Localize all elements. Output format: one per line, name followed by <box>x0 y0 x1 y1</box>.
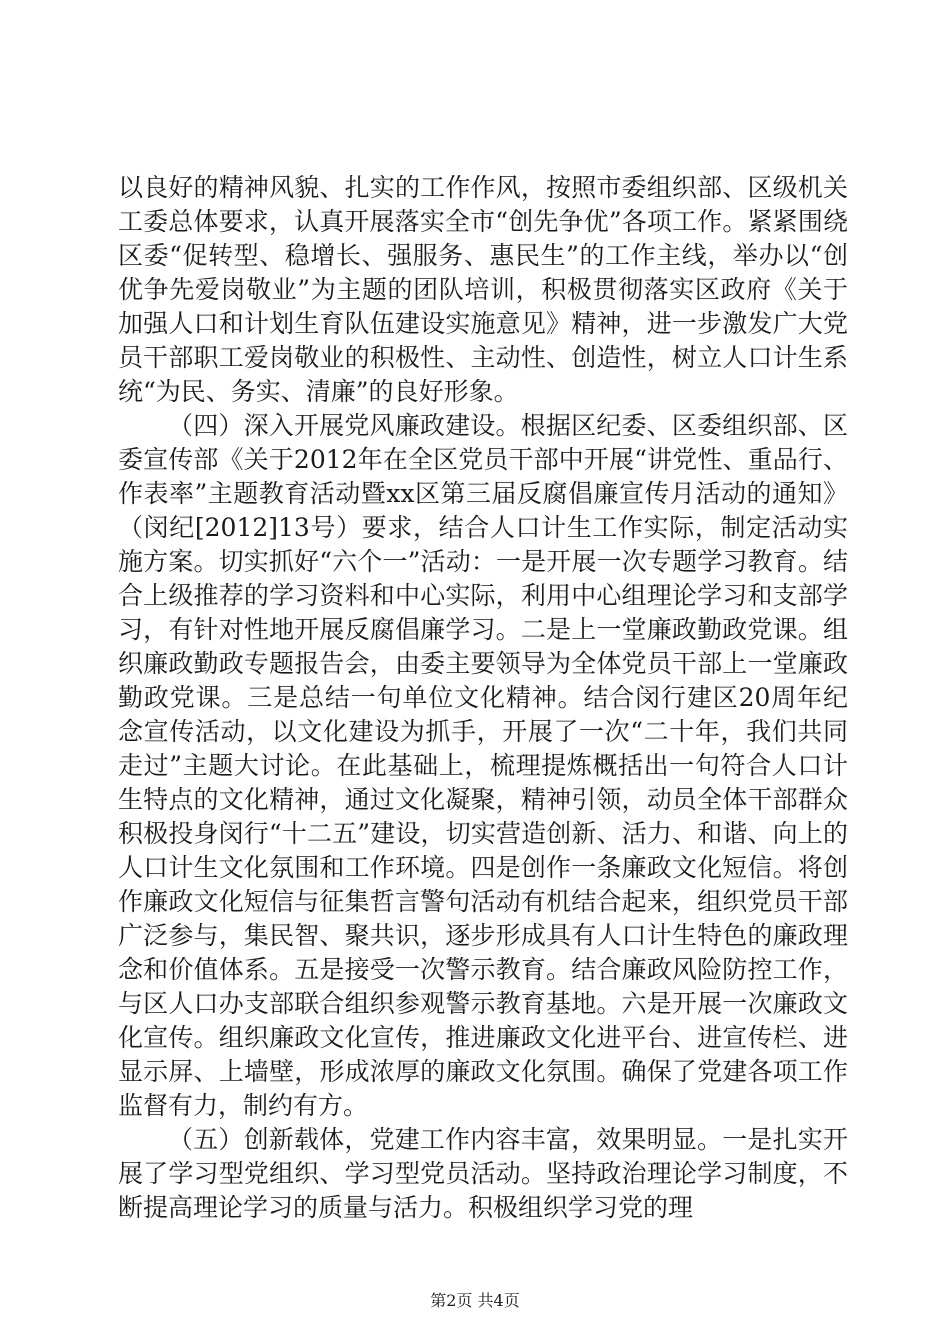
paragraph-continuation: 以良好的精神风貌、扎实的工作作风，按照市委组织部、区级机关工委总体要求，认真开展落实全市“创先争优”各项工作。紧紧围绕区委“促转型、稳增长、强服务、惠民生”的工作主线，举办以“创优争先爱岗敬业”为主题的团队培训，积极贯彻落实区政府《关于加强人口和计划生育队伍建设实施意见》精神，进一步激发广大党员干部职工爱岗敬业的积极性、主动性、创造性，树立人口计生系统“为民、务实、清廉”的良好形象。 <box>118 173 848 406</box>
document-body <box>118 171 848 1225</box>
paragraph-section-4: （四）深入开展党风廉政建设。根据区纪委、区委组织部、区委宣传部《关于2012年在全区党员干部中开展“讲党性、重品行、作表率”主题教育活动暨xx区第三届反腐倡廉宣传月活动的通知》（闵纪[2012]13号）要求，结合人口计生工作实际，制定活动实施方案。切实抓好“六个一”活动：一是开展一次专题学习教育。结合上级推荐的学习资料和中心实际，利用中心组理论学习和支部学习，有针对性地开展反腐倡廉学习。二是上一堂廉政勤政党课。组织廉政勤政专题报告会，由委主要领导为全体党员干部上一堂廉政勤政党课。三是总结一句单位文化精神。结合闵行建区20周年纪念宣传活动，以文化建设为抓手，开展了一次“二十年，我们共同走过”主题大讨论。在此基础上，梳理提炼概括出一句符合人口计生特点的文化精神，通过文化凝聚，精神引领，动员全体干部群众积极投身闵行“十二五”建设，切实营造创新、活力、和谐、向上的人口计生文化氛围和工作环境。四是创作一条廉政文化短信。将创作廉政文化短信与征集哲言警句活动有机结合起来，组织党员干部广泛参与，集民智、聚共识，逐步形成具有人口计生特色的廉政理念和价值体系。五是接受一次警示教育。结合廉政风险防控工作，与区人口办支部联合组织参观警示教育基地。六是开展一次廉政文化宣传。组织廉政文化宣传，推进廉政文化进平台、进宣传栏、进显示屏、上墙壁，形成浓厚的廉政文化氛围。确保了党建各项工作监督有力，制约有方。 <box>118 411 848 1120</box>
page-footer: 第2页 共4页 <box>430 1291 520 1310</box>
paragraph-section-5: （五）创新载体，党建工作内容丰富，效果明显。一是扎实开展了学习型党组织、学习型党员活动。坚持政治理论学习制度，不断提高理论学习的质量与活力。积极组织学习党的理 <box>118 1125 848 1222</box>
